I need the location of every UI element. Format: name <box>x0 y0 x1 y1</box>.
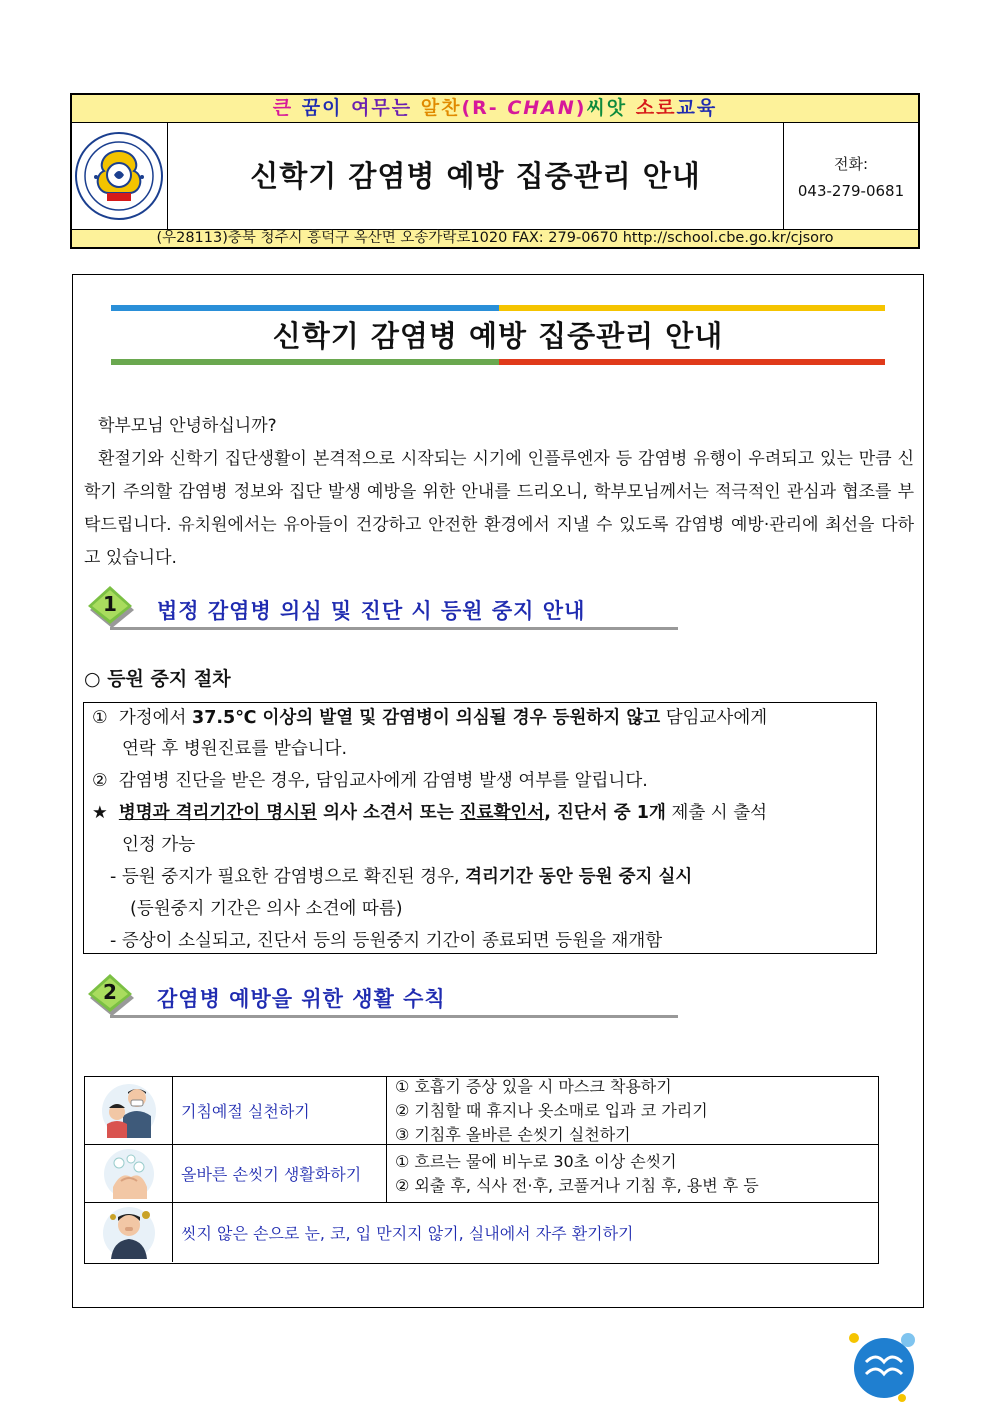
item-2-text: 감염병 진단을 받은 경우, 담임교사에게 감염병 발생 여부를 알립니다. <box>118 771 648 791</box>
school-logo-icon <box>74 131 164 221</box>
star-note-line-2: 인정 가능 <box>122 835 196 855</box>
title-bar-bottom-red <box>499 359 885 365</box>
greeting: 학부모님 안녕하십니까? <box>98 416 277 436</box>
row-2-item-1: ① 흐르는 물에 비누로 30초 이상 손씻기 <box>395 1151 677 1171</box>
slogan-segment: 여무는 <box>351 97 421 119</box>
section-1-number: 1 <box>103 592 117 616</box>
slogan-segment: (R- <box>461 97 508 119</box>
star-text-d: , 진단서 중 1개 <box>544 803 666 823</box>
slogan-segment: 교육 <box>676 97 718 119</box>
dash-1-line-2: (등원중지 기간은 의사 소견에 따름) <box>130 899 403 919</box>
face-touch-illustration-icon <box>99 1205 159 1261</box>
dash-1-text: - 등원 중지가 필요한 감염병으로 확진된 경우, <box>110 867 466 887</box>
star-note-line-1 <box>92 802 767 824</box>
slogan-segment: ) <box>575 97 587 119</box>
star-text-e: 제출 시 출석 <box>665 803 768 823</box>
phone-label: 전화: <box>833 154 869 173</box>
item-1-text-a: 가정에서 <box>118 708 193 728</box>
row-2-items <box>387 1145 878 1202</box>
section-1-title: 법정 감염병 의심 및 진단 시 등원 중지 안내 <box>157 599 586 623</box>
illustration-cell <box>85 1203 173 1262</box>
row-1-item-2: ② 기침할 때 휴지나 옷소매로 입과 코 가리기 <box>395 1100 708 1120</box>
row-2-label: 올바른 손씻기 생활화하기 <box>173 1145 387 1202</box>
item-1-text-bold: 37.5℃ 이상의 발열 및 감염병이 의심될 경우 등원하지 않고 <box>192 708 661 728</box>
row-3-label: 씻지 않은 손으로 눈, 코, 입 만지지 않기, 실내에서 자주 환기하기 <box>181 1224 634 1243</box>
section-2-underline <box>110 1015 678 1018</box>
phone-cell <box>784 123 918 229</box>
star-text-b: 의사 소견서 또는 <box>316 803 460 823</box>
row-1-items <box>387 1077 878 1144</box>
intro-body: 환절기와 신학기 집단생활이 본격적으로 시작되는 시기에 인플루엔자 등 감염병 유행이 우려되고 있는 만큼 신학기 주의할 감염병 정보와 집단 발생 예방을 위한 안내를 드리오니, 학부모님께서는 적극적인 관심과 협조를 부탁드립니다. 유치원에서는 유아들이 건강하고 안전한 환경에서 지낼 수 있도록 감염병 예방·관리에 최선을 다하고 있습니다. <box>84 449 914 568</box>
item-1-line-2: 연락 후 병원진료를 받습니다. <box>122 739 348 759</box>
item-2 <box>92 770 648 792</box>
table-row <box>85 1203 878 1262</box>
slogan-bar <box>72 95 918 123</box>
item-1-text-c: 담임교사에게 <box>660 708 768 728</box>
dash-1-line-1 <box>110 866 692 888</box>
header-title: 신학기 감염병 예방 집중관리 안내 <box>168 123 784 229</box>
address-bar: (우28113)충북 청주시 흥덕구 옥산면 오송가락로1020 FAX: 279-0670 http://school.cbe.go.kr/cjsoro <box>72 229 918 247</box>
illustration-cell <box>85 1145 173 1202</box>
table-row <box>85 1145 878 1203</box>
cough-mask-illustration-icon <box>99 1082 159 1140</box>
row-1-label: 기침예절 실천하기 <box>173 1077 387 1144</box>
slogan-segment: 큰 <box>272 97 302 119</box>
cheongju-emblem-icon <box>844 1328 924 1404</box>
logo-cell <box>72 123 168 229</box>
star-text-c: 진료확인서 <box>459 803 545 823</box>
title-bar-bottom-green <box>111 359 499 365</box>
dash-2: - 증상이 소실되고, 진단서 등의 등원중지 기간이 종료되면 등원을 재개함 <box>110 931 663 951</box>
item-1-mark: ① <box>92 708 108 728</box>
section-1-underline <box>110 627 678 630</box>
illustration-cell <box>85 1077 173 1144</box>
header-table <box>70 93 920 249</box>
main-title: 신학기 감염병 예방 집중관리 안내 <box>272 319 724 353</box>
subheading-procedure: ○ 등원 중지 절차 <box>84 668 231 690</box>
slogan-segment: 꿈이 <box>301 97 352 119</box>
item-1-line-1 <box>92 707 767 729</box>
phone-number: 043-279-0681 <box>797 181 905 200</box>
star-text-a: 병명과 격리기간이 명시된 <box>118 803 317 823</box>
slogan-segment: 소로 <box>635 97 677 119</box>
title-bar-top-yellow <box>499 305 885 311</box>
procedure-box <box>83 702 877 954</box>
slogan-segment: 씨앗 <box>586 97 636 119</box>
section-2-number: 2 <box>103 980 117 1004</box>
star-icon: ★ <box>92 803 108 823</box>
section-2-title: 감염병 예방을 위한 생활 수칙 <box>157 987 446 1011</box>
dash-1-bold: 격리기간 동안 등원 중지 실시 <box>465 867 693 887</box>
slogan-segment: 알찬 <box>420 97 462 119</box>
prevention-table <box>84 1076 879 1264</box>
handwash-illustration-icon <box>101 1147 157 1201</box>
slogan-segment: CHAN <box>507 97 576 119</box>
title-bar-top-blue <box>111 305 499 311</box>
table-row <box>85 1077 878 1145</box>
row-2-item-2: ② 외출 후, 식사 전·후, 코풀거나 기침 후, 용변 후 등 <box>395 1175 759 1195</box>
row-1-item-3: ③ 기침후 올바른 손씻기 실천하기 <box>395 1124 631 1144</box>
item-2-mark: ② <box>92 771 108 791</box>
row-1-item-1: ① 호흡기 증상 있을 시 마스크 착용하기 <box>395 1076 672 1096</box>
